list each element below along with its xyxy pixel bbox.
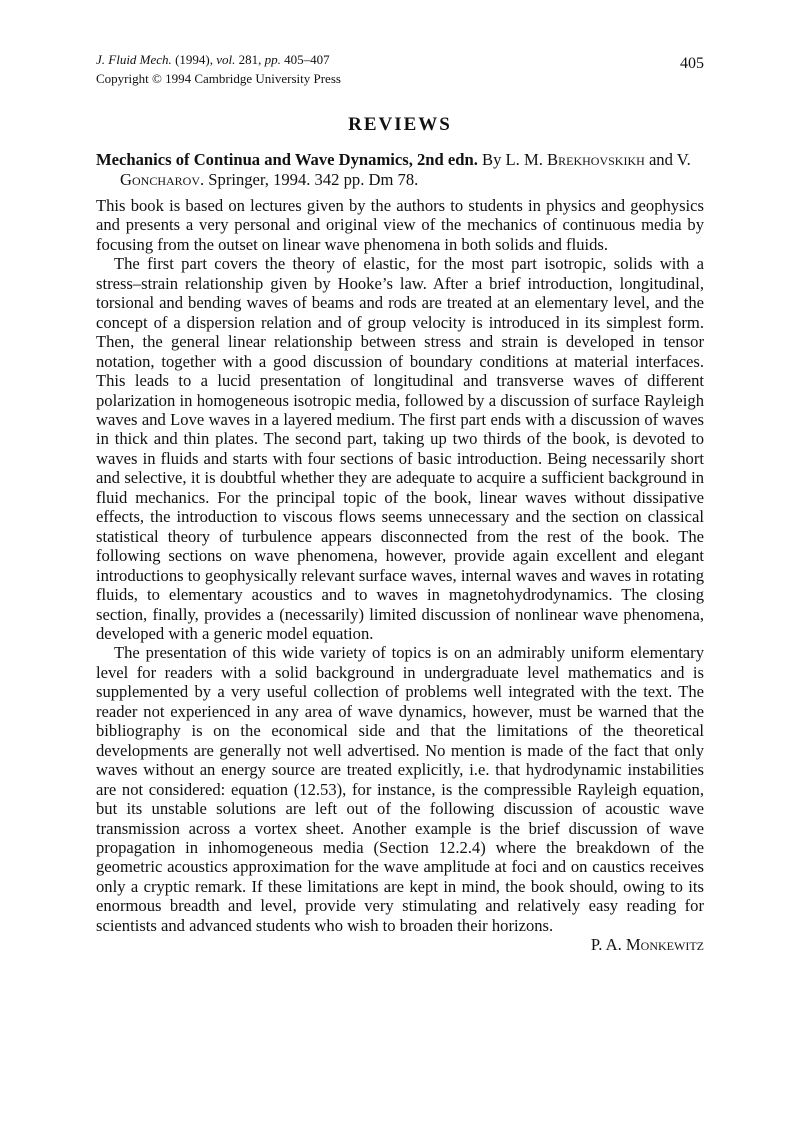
review-paragraph-2: The first part covers the theory of elastic, for the most part isotropic, solids with a stress–strain relationship given by Hooke’s law. After a brief introduction, longitudinal, torsional and bending waves of beams and rods are treated at an elementary level, and the concept of a dispersion relation and of group velocity is introduced in its simplest form. Then, the general linear relationship between stress and strain is developed in tensor notation, together with a good discussion of boundary conditions at material interfaces. This leads to a lucid presentation of longitudinal and transverse waves of different polarization in homogeneous isotropic media, followed by a discussion of surface Rayleigh waves and Love waves in a layered medium. The first part ends with a discussion of waves in thick and thin plates. The second part, taking up two thirds of the book, is devoted to waves in fluids and starts with four sections of basic introduction. Being necessarily short and selective, it is doubtful whether they are adequate to acquire a sufficient background in fluid mechanics. For the principal topic of the book, linear waves without dissipative effects, the introduction to viscous flows seems unnecessary and the section on classical statistical theory of turbulence appears disconnected from the rest of the book. The following sections on wave phenomena, however, provide again excellent and elegant introductions to geophysically relevant surface waves, internal waves and waves in rotating fluids, to elementary acoustics and to waves in magnetohydrodynamics. The closing section, finally, provides a (necessarily) limited discussion of nonlinear wave phenomena, developed with a generic model equation. [96,254,704,643]
book-details: . Springer, 1994. 342 pp. Dm 78. [200,170,419,189]
book-by: By L. M. [482,150,543,169]
journal-name: J. Fluid Mech. [96,52,172,67]
journal-citation [96,50,704,69]
review-page [96,50,704,955]
page-number: 405 [680,55,704,72]
book-and: and V. [648,150,691,169]
reviewer-signature [96,935,704,955]
copyright-line: Copyright © 1994 Cambridge University Press [96,71,341,86]
pages-label: pp. [264,52,281,67]
reviewer-initials: P. A. [590,935,622,955]
review-paragraph-3: The presentation of this wide variety of topics is on an admirably uniform elementary level for readers with a solid background in undergraduate level mathematics and is supplemented by a very useful collection of problems well integrated with the text. The reader not experienced in any area of wave dynamics, however, must be warned that the bibliography is on the economical side and that the limitations of the theoretical developments are generally not well advertised. No mention is made of the fact that only waves without an energy source are treated explicitly, i.e. that hydrodynamic instabilities are not considered: equation (12.53), for instance, is the compressible Rayleigh equation, but its unstable solutions are left out of the following discussion of acoustic wave transmission across a vortex sheet. Another example is the brief discussion of wave propagation in inhomogeneous media (Section 12.2.4) where the breakdown of the geometric acoustics approximation for the wave amplitude at foci and on caustics receives only a cryptic remark. If these limitations are kept in mind, the book should, owing to its enormous breadth and level, provide very stimulating and relatively easy reading for scientists and advanced students who wish to broaden their horizons. [96,643,704,935]
book-citation [96,150,704,190]
book-author-2: Goncharov [120,170,200,189]
journal-year: (1994), [175,52,213,67]
section-title: REVIEWS [348,114,452,135]
volume-label: vol. [216,52,236,67]
page-header [96,50,704,88]
page-range: 405–407 [284,52,330,67]
book-author-1: Brekhovskikh [547,150,645,169]
review-paragraph-1: This book is based on lectures given by the authors to students in physics and geophysics and presents a very personal and original view of the mechanics of continuous media by focusing from the outset on linear wave phenomena in both solids and fluids. [96,196,704,254]
book-title: Mechanics of Continua and Wave Dynamics, 2nd edn. [96,150,478,169]
reviewer-surname: Monkewitz [625,935,704,955]
volume-number: 281, [238,52,262,67]
